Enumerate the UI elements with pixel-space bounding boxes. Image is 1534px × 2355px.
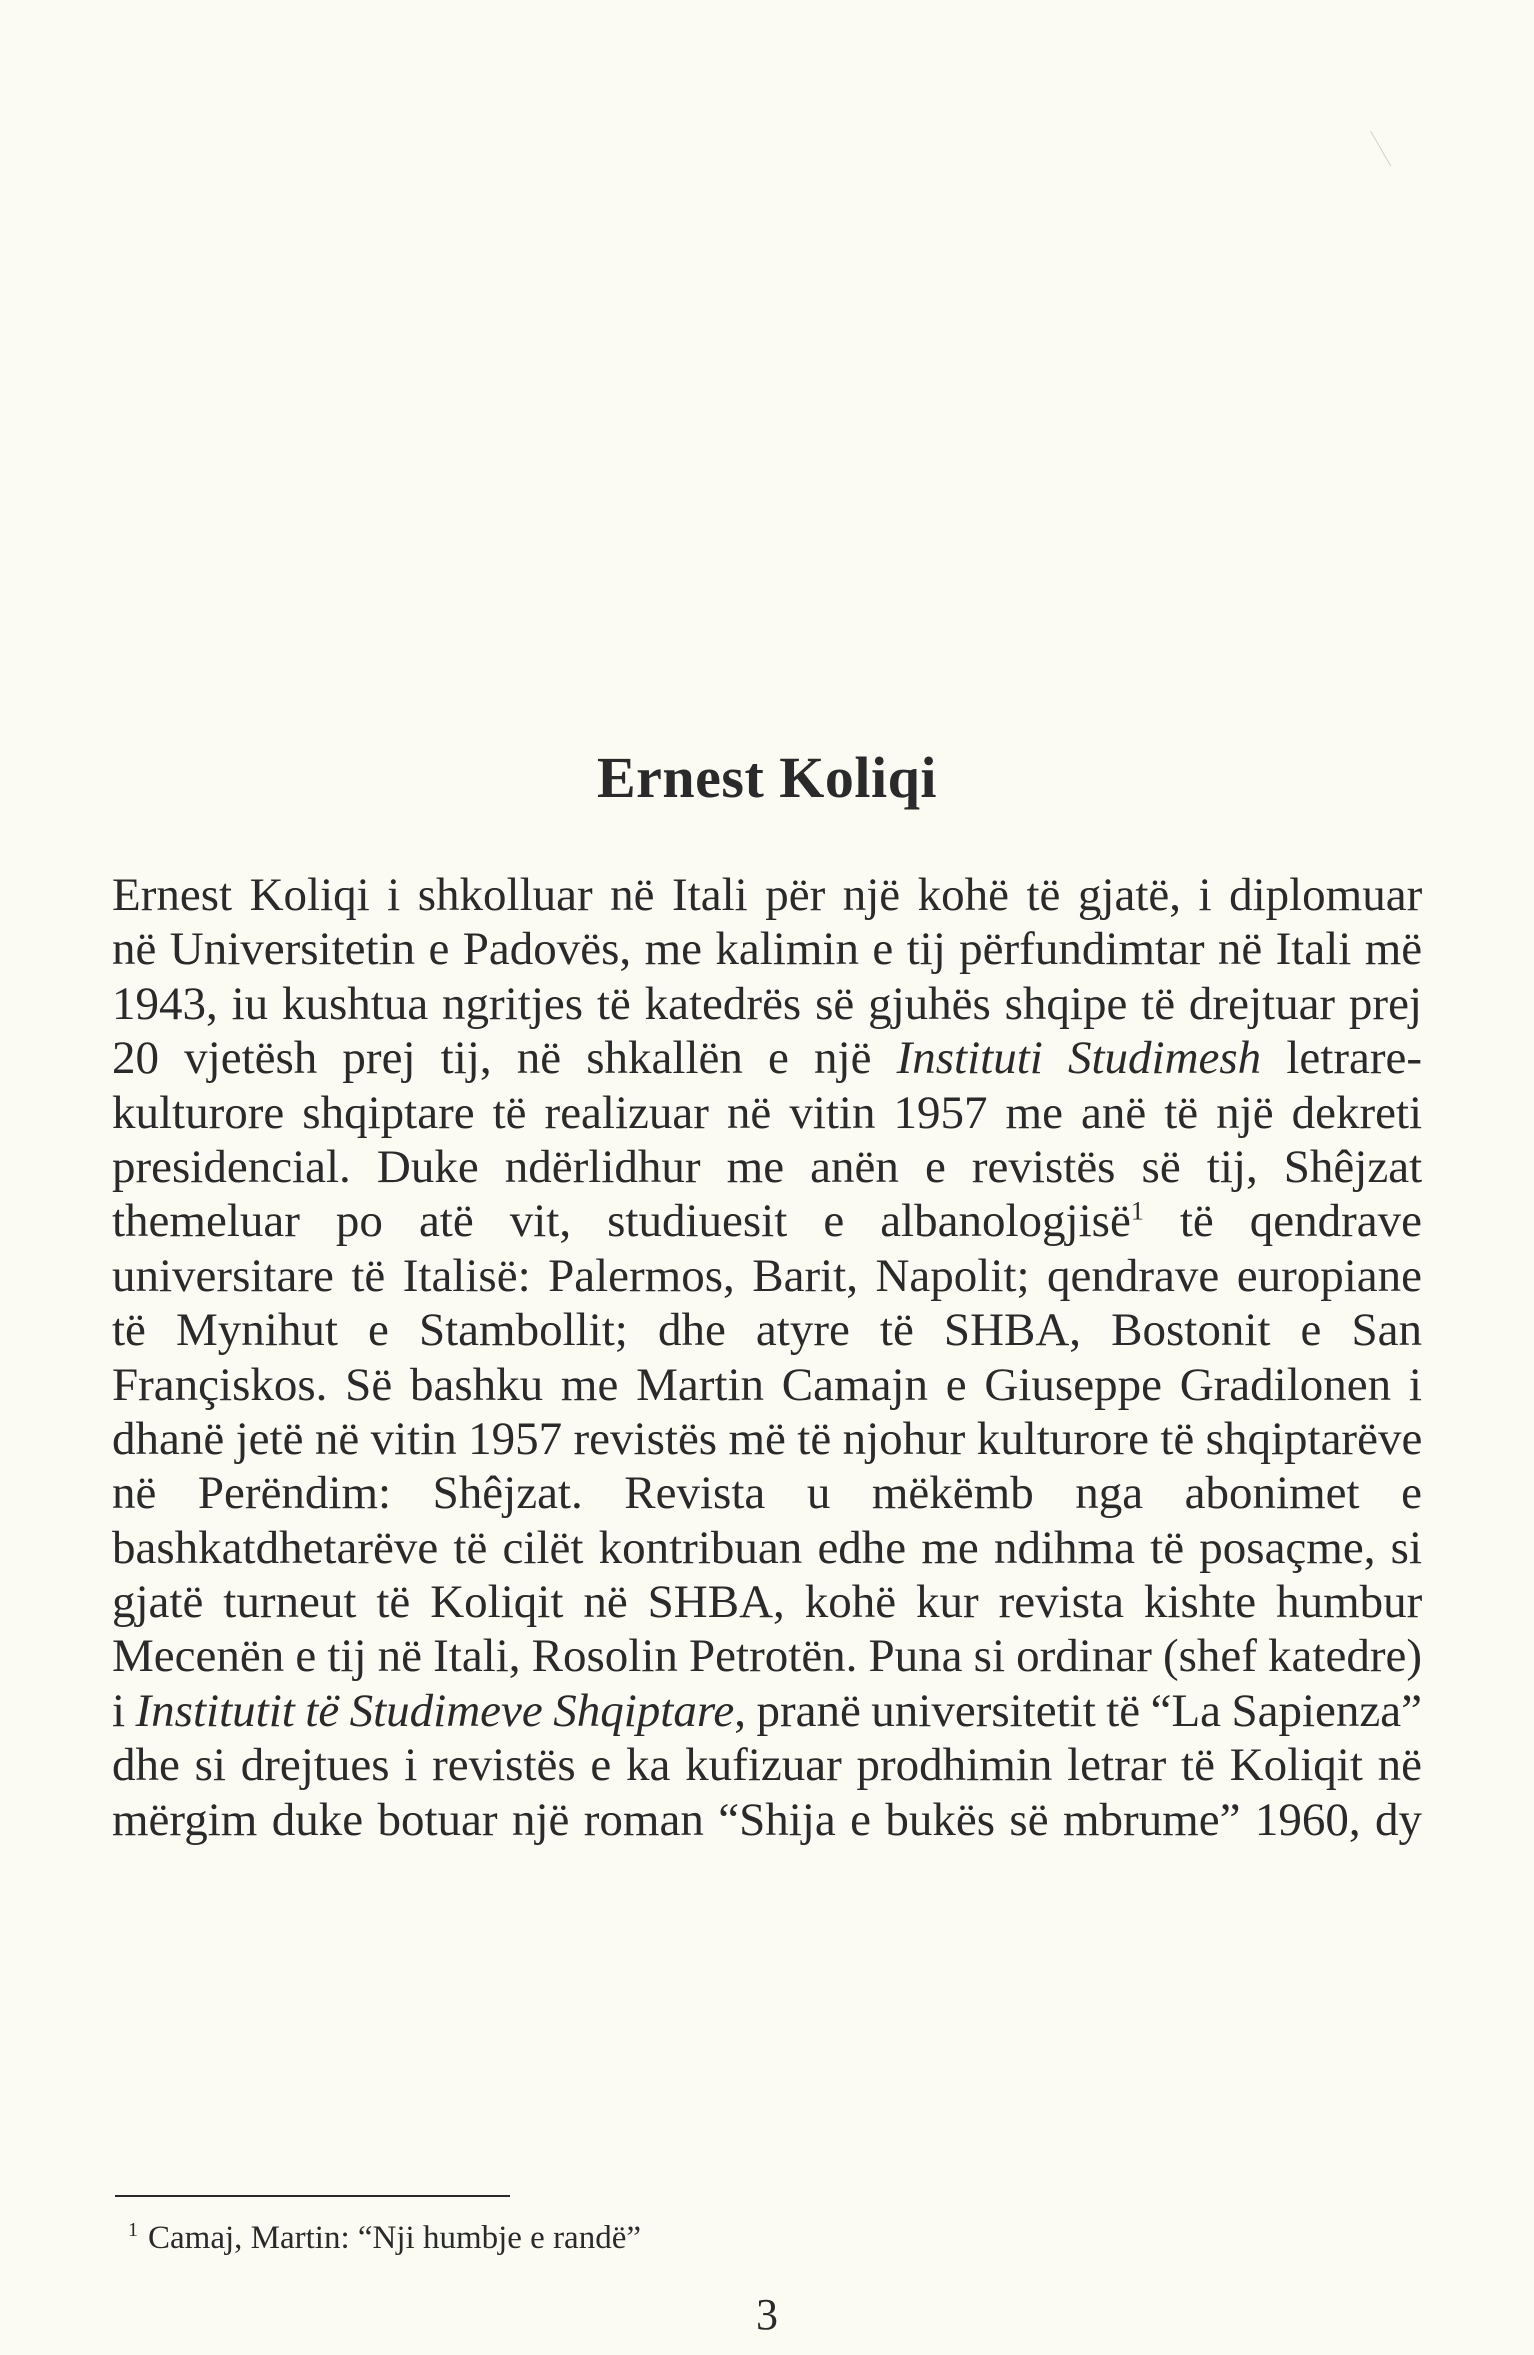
italic-institute-name: Institutit të Studimeve Shqiptare <box>135 1684 735 1737</box>
text-line: presidencial. Duke ndërlidhur me anën e revistës së tij, Shêjzat <box>112 1140 1422 1193</box>
footnote <box>128 2218 641 2258</box>
text-line: Mecenën e tij në Itali, Rosolin Petrotën. Puna si ordinar (shef katedre) <box>112 1630 1422 1683</box>
italic-institute-name: Instituti Studimesh <box>896 1032 1262 1085</box>
text-line: dhanë jetë në vitin 1957 revistës më të njohur kulturore të shqiptarëve <box>112 1412 1422 1465</box>
text-line: Ernest Koliqi i shkolluar në Itali për një kohë të gjatë, i diplomuar <box>112 869 1422 921</box>
footnote-reference[interactable]: 1 <box>1130 1196 1144 1226</box>
text-line: të Mynihut e Stambollit; dhe atyre të SHBA, Bostonit e San <box>112 1304 1422 1357</box>
footnote-text: Camaj, Martin: “Nji humbje e randë” <box>148 2220 642 2256</box>
footnote-divider <box>115 2195 510 2197</box>
body-paragraph <box>112 868 1422 1847</box>
text-line: në Universitetin e Padovës, me kalimin e tij përfundimtar në Itali më <box>112 923 1422 976</box>
text-line: Françiskos. Së bashku me Martin Camajn e Giuseppe Gradilonen i <box>112 1358 1422 1411</box>
text-line: 1943, iu kushtua ngritjes të katedrës së gjuhës shqipe të drejtuar prej <box>112 977 1422 1030</box>
chapter-title: Ernest Koliqi <box>596 745 938 810</box>
text-line: kulturore shqiptare të realizuar në vitin 1957 me anë të një dekreti <box>112 1086 1422 1139</box>
text-line: themeluar po atë vit, studiuesit e albanologjisë$^1$ të qendrave <box>112 1195 1422 1248</box>
text-line: i Institutit të Studimeve Shqiptare, pranë universitetit të “La Sapienza” <box>112 1684 1422 1737</box>
text-line: gjatë turneut të Koliqit në SHBA, kohë kur revista kishte humbur <box>112 1576 1422 1629</box>
text-line: mërgim duke botuar një roman “Shija e bukës së mbrume” 1960, dy <box>112 1793 1422 1846</box>
text-line: në Perëndim: Shêjzat. Revista u mëkëmb nga abonimet e <box>112 1467 1422 1520</box>
footnote-mark: 1 <box>128 2219 138 2241</box>
text-line: dhe si drejtues i revistës e ka kufizuar prodhimin letrar të Koliqit në <box>112 1739 1422 1792</box>
text-line: 20 vjetësh prej tij, në shkallën e një Instituti Studimesh letrare- <box>112 1032 1422 1085</box>
text-line: universitare të Italisë: Palermos, Barit, Napolit; qendrave europiane <box>112 1249 1422 1302</box>
page-number: 3 <box>756 2290 778 2339</box>
scan-mark <box>1370 130 1393 166</box>
text-line: bashkatdhetarëve të cilët kontribuan edhe me ndihma të posaçme, si <box>112 1521 1422 1574</box>
